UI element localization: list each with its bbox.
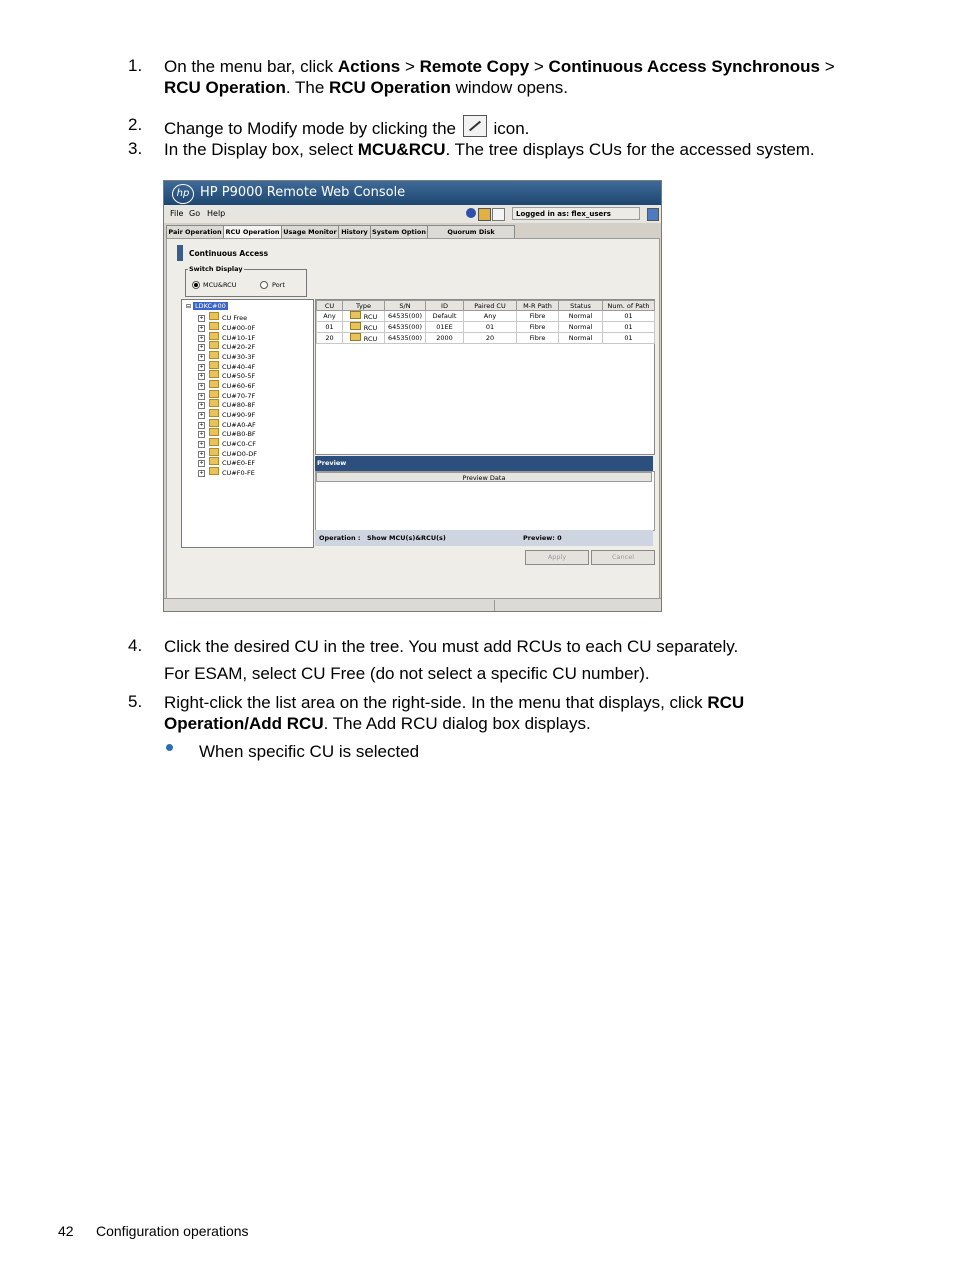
tree-item[interactable]: + CU#70-7F	[199, 391, 256, 400]
folder-icon	[209, 419, 219, 427]
table-row[interactable]	[317, 322, 655, 333]
radio-port-label: Port	[272, 281, 285, 289]
expand-icon[interactable]: +	[199, 344, 204, 350]
cell-status: Normal	[559, 322, 603, 333]
folder-icon	[209, 361, 219, 369]
status-divider	[494, 600, 495, 611]
expand-icon[interactable]: +	[199, 450, 204, 457]
folder-icon[interactable]	[478, 208, 491, 221]
tab-usage-monitor[interactable]: Usage Monitor	[281, 225, 339, 239]
step-3-text: In the Display box, select MCU&RCU. The tree displays CUs for the accessed system.	[164, 140, 815, 159]
folder-icon	[209, 341, 219, 349]
globe-icon[interactable]	[466, 208, 476, 218]
cell-num-of-path: 01	[603, 311, 655, 322]
folder-icon	[209, 370, 219, 378]
table-row[interactable]	[317, 311, 655, 322]
page-number: 42	[58, 1223, 74, 1239]
radio-mcu-rcu[interactable]	[192, 281, 200, 289]
folder-icon	[209, 351, 219, 359]
cell-cu: Any	[317, 311, 343, 322]
cell-id: Default	[426, 311, 464, 322]
folder-icon	[209, 312, 219, 320]
preview-data-header: Preview Data	[316, 472, 652, 482]
section-marker	[177, 245, 183, 261]
col-cu[interactable]: CU	[317, 301, 343, 311]
menu-help[interactable]: Help	[207, 209, 226, 218]
tree-item[interactable]: + CU#60-6F	[199, 382, 256, 390]
expand-icon[interactable]: +	[199, 431, 204, 437]
tree-item[interactable]: + CU#B0-BF	[199, 430, 256, 438]
radio-mcu-rcu-label: MCU&RCU	[203, 281, 237, 289]
col-paired-cu[interactable]: Paired CU	[464, 301, 517, 311]
window-titlebar	[164, 181, 661, 205]
expand-icon[interactable]: +	[199, 470, 204, 476]
tree-root-label[interactable]: LDKC#00	[194, 302, 226, 310]
logged-in-status: Logged in as: flex_users	[512, 207, 640, 220]
expand-icon[interactable]: +	[199, 363, 204, 370]
cell-type: RCU	[343, 311, 385, 322]
expand-icon[interactable]: +	[199, 402, 204, 408]
col-id[interactable]: ID	[426, 301, 464, 311]
expand-icon[interactable]: +	[199, 354, 204, 360]
tree-item[interactable]: + CU#20-2F	[199, 343, 256, 351]
folder-icon	[209, 332, 219, 340]
step-1-text: On the menu bar, click Actions > Remote Copy > Continuous Access Synchronous > RCU Operation. The RCU Operation window opens.	[164, 57, 835, 97]
tree-item[interactable]: + CU#30-3F	[199, 353, 256, 361]
tab-system-option[interactable]: System Option	[370, 225, 428, 239]
operation-value: Show MCU(s)&RCU(s)	[367, 534, 446, 542]
exit-icon[interactable]	[647, 208, 659, 221]
step-5-text: Right-click the list area on the right-side. In the menu that displays, click RCU Operation/Add RCU. The Add RCU dialog box displays.	[164, 693, 745, 733]
step-4-text: Click the desired CU in the tree. You must add RCUs to each CU separately.	[164, 637, 739, 656]
cell-cu: 20	[317, 333, 343, 344]
modify-mode-icon[interactable]	[492, 208, 505, 221]
expand-icon[interactable]: +	[199, 334, 204, 341]
cell-num-of-path: 01	[603, 333, 655, 344]
tree-item[interactable]: + CU#50-5F	[199, 372, 256, 380]
cell-type: RCU	[343, 322, 385, 333]
remote-web-console-screenshot	[163, 180, 662, 612]
col-num-of-path[interactable]: Num. of Path	[603, 301, 655, 311]
folder-icon	[209, 409, 219, 417]
folder-icon	[209, 448, 219, 456]
folder-icon	[209, 467, 219, 475]
folder-icon	[209, 380, 219, 388]
preview-title: Preview	[315, 456, 653, 471]
cell-mr-path: Fibre	[517, 333, 559, 344]
col-mr-path[interactable]: M-R Path	[517, 301, 559, 311]
step-2-number: 2.	[128, 115, 143, 134]
tree-item[interactable]: + CU Free	[199, 314, 248, 322]
tab-rcu-operation[interactable]: RCU Operation	[223, 225, 282, 239]
step-2-text: Change to Modify mode by clicking the icon.	[164, 115, 864, 139]
cell-num-of-path: 01	[603, 322, 655, 333]
cell-paired-cu: 20	[464, 333, 517, 344]
expand-icon[interactable]: +	[199, 392, 204, 399]
folder-icon	[209, 438, 219, 446]
tree-item[interactable]: + CU#E0-EF	[199, 459, 256, 467]
tree-item[interactable]: + CU#10-1F	[199, 333, 256, 342]
step-4-note: For ESAM, select CU Free (do not select a specific CU number).	[164, 664, 650, 683]
cell-mr-path: Fibre	[517, 322, 559, 333]
step-4-number: 4.	[128, 636, 143, 655]
radio-port[interactable]	[260, 281, 268, 289]
operation-label: Operation :	[319, 534, 361, 542]
tab-history[interactable]: History	[338, 225, 371, 239]
table-row[interactable]	[317, 333, 655, 344]
switch-display-legend: Switch Display	[189, 265, 243, 273]
cell-id: 2000	[426, 333, 464, 344]
cell-status: Normal	[559, 311, 603, 322]
bullet-icon	[166, 744, 173, 751]
preview-area[interactable]	[315, 471, 655, 531]
footer-section: Configuration operations	[96, 1223, 249, 1239]
cu-tree[interactable]	[181, 299, 314, 548]
table-header-row	[317, 301, 655, 311]
preview-count: Preview: 0	[523, 534, 562, 542]
cell-paired-cu: Any	[464, 311, 517, 322]
tree-item[interactable]: + CU#C0-CF	[199, 440, 257, 448]
tab-pair-operation[interactable]: Pair Operation	[166, 225, 224, 239]
rcu-icon	[350, 322, 361, 330]
section-title: Continuous Access	[189, 249, 269, 258]
rcu-operation-panel	[166, 238, 660, 600]
tree-item[interactable]: + CU#F0-FE	[199, 469, 255, 477]
cell-sn: 64535(00)	[385, 322, 426, 333]
expand-icon[interactable]: +	[199, 460, 204, 466]
col-sn[interactable]: S/N	[385, 301, 426, 311]
expand-icon[interactable]: +	[199, 421, 204, 428]
status-bar	[164, 598, 661, 612]
folder-icon	[209, 322, 219, 330]
switch-display-group	[185, 265, 307, 297]
cell-type: RCU	[343, 333, 385, 344]
tree-item[interactable]: + CU#A0-AF	[199, 420, 256, 429]
cell-mr-path: Fibre	[517, 311, 559, 322]
rcu-list[interactable]	[315, 299, 655, 455]
cell-sn: 64535(00)	[385, 311, 426, 322]
menu-file[interactable]: File	[170, 209, 184, 218]
expand-icon[interactable]: +	[199, 373, 204, 379]
folder-icon	[209, 428, 219, 436]
rcu-icon	[350, 333, 361, 341]
expand-icon[interactable]: +	[199, 441, 204, 447]
step-5-number: 5.	[128, 692, 143, 711]
folder-icon	[209, 457, 219, 465]
cell-sn: 64535(00)	[385, 333, 426, 344]
cell-id: 01EE	[426, 322, 464, 333]
expand-icon[interactable]: +	[199, 412, 204, 418]
tree-item[interactable]: + CU#00-0F	[199, 324, 256, 332]
hp-logo-icon: hp	[172, 184, 194, 204]
modify-mode-icon	[463, 115, 487, 137]
col-status[interactable]: Status	[559, 301, 603, 311]
menu-bar	[164, 205, 661, 223]
apply-button[interactable]: Apply	[525, 550, 589, 565]
tree-item[interactable]: + CU#90-9F	[199, 411, 256, 419]
bullet-text: When specific CU is selected	[199, 742, 420, 761]
operation-bar	[315, 530, 653, 546]
tree-item[interactable]: + CU#80-8F	[199, 401, 256, 409]
rcu-icon	[350, 311, 361, 319]
tree-item[interactable]: + CU#D0-DF	[199, 449, 257, 458]
cancel-button[interactable]: Cancel	[591, 550, 655, 565]
folder-icon	[209, 399, 219, 407]
cell-paired-cu: 01	[464, 322, 517, 333]
tree-item[interactable]: + CU#40-4F	[199, 362, 256, 371]
folder-icon	[209, 390, 219, 398]
col-type[interactable]: Type	[343, 301, 385, 311]
expand-icon[interactable]: +	[199, 383, 204, 389]
cell-cu: 01	[317, 322, 343, 333]
step-1-number: 1.	[128, 56, 143, 75]
window-title: HP P9000 Remote Web Console	[200, 185, 406, 200]
expand-icon[interactable]: +	[199, 315, 204, 321]
tree-root[interactable]: ⊟ LDKC#00	[186, 302, 226, 310]
expand-icon[interactable]: +	[199, 325, 204, 331]
menu-go[interactable]: Go	[189, 209, 201, 218]
tab-quorum-disk-operation[interactable]: Quorum Disk	[427, 225, 515, 239]
cell-status: Normal	[559, 333, 603, 344]
step-3-number: 3.	[128, 139, 143, 158]
